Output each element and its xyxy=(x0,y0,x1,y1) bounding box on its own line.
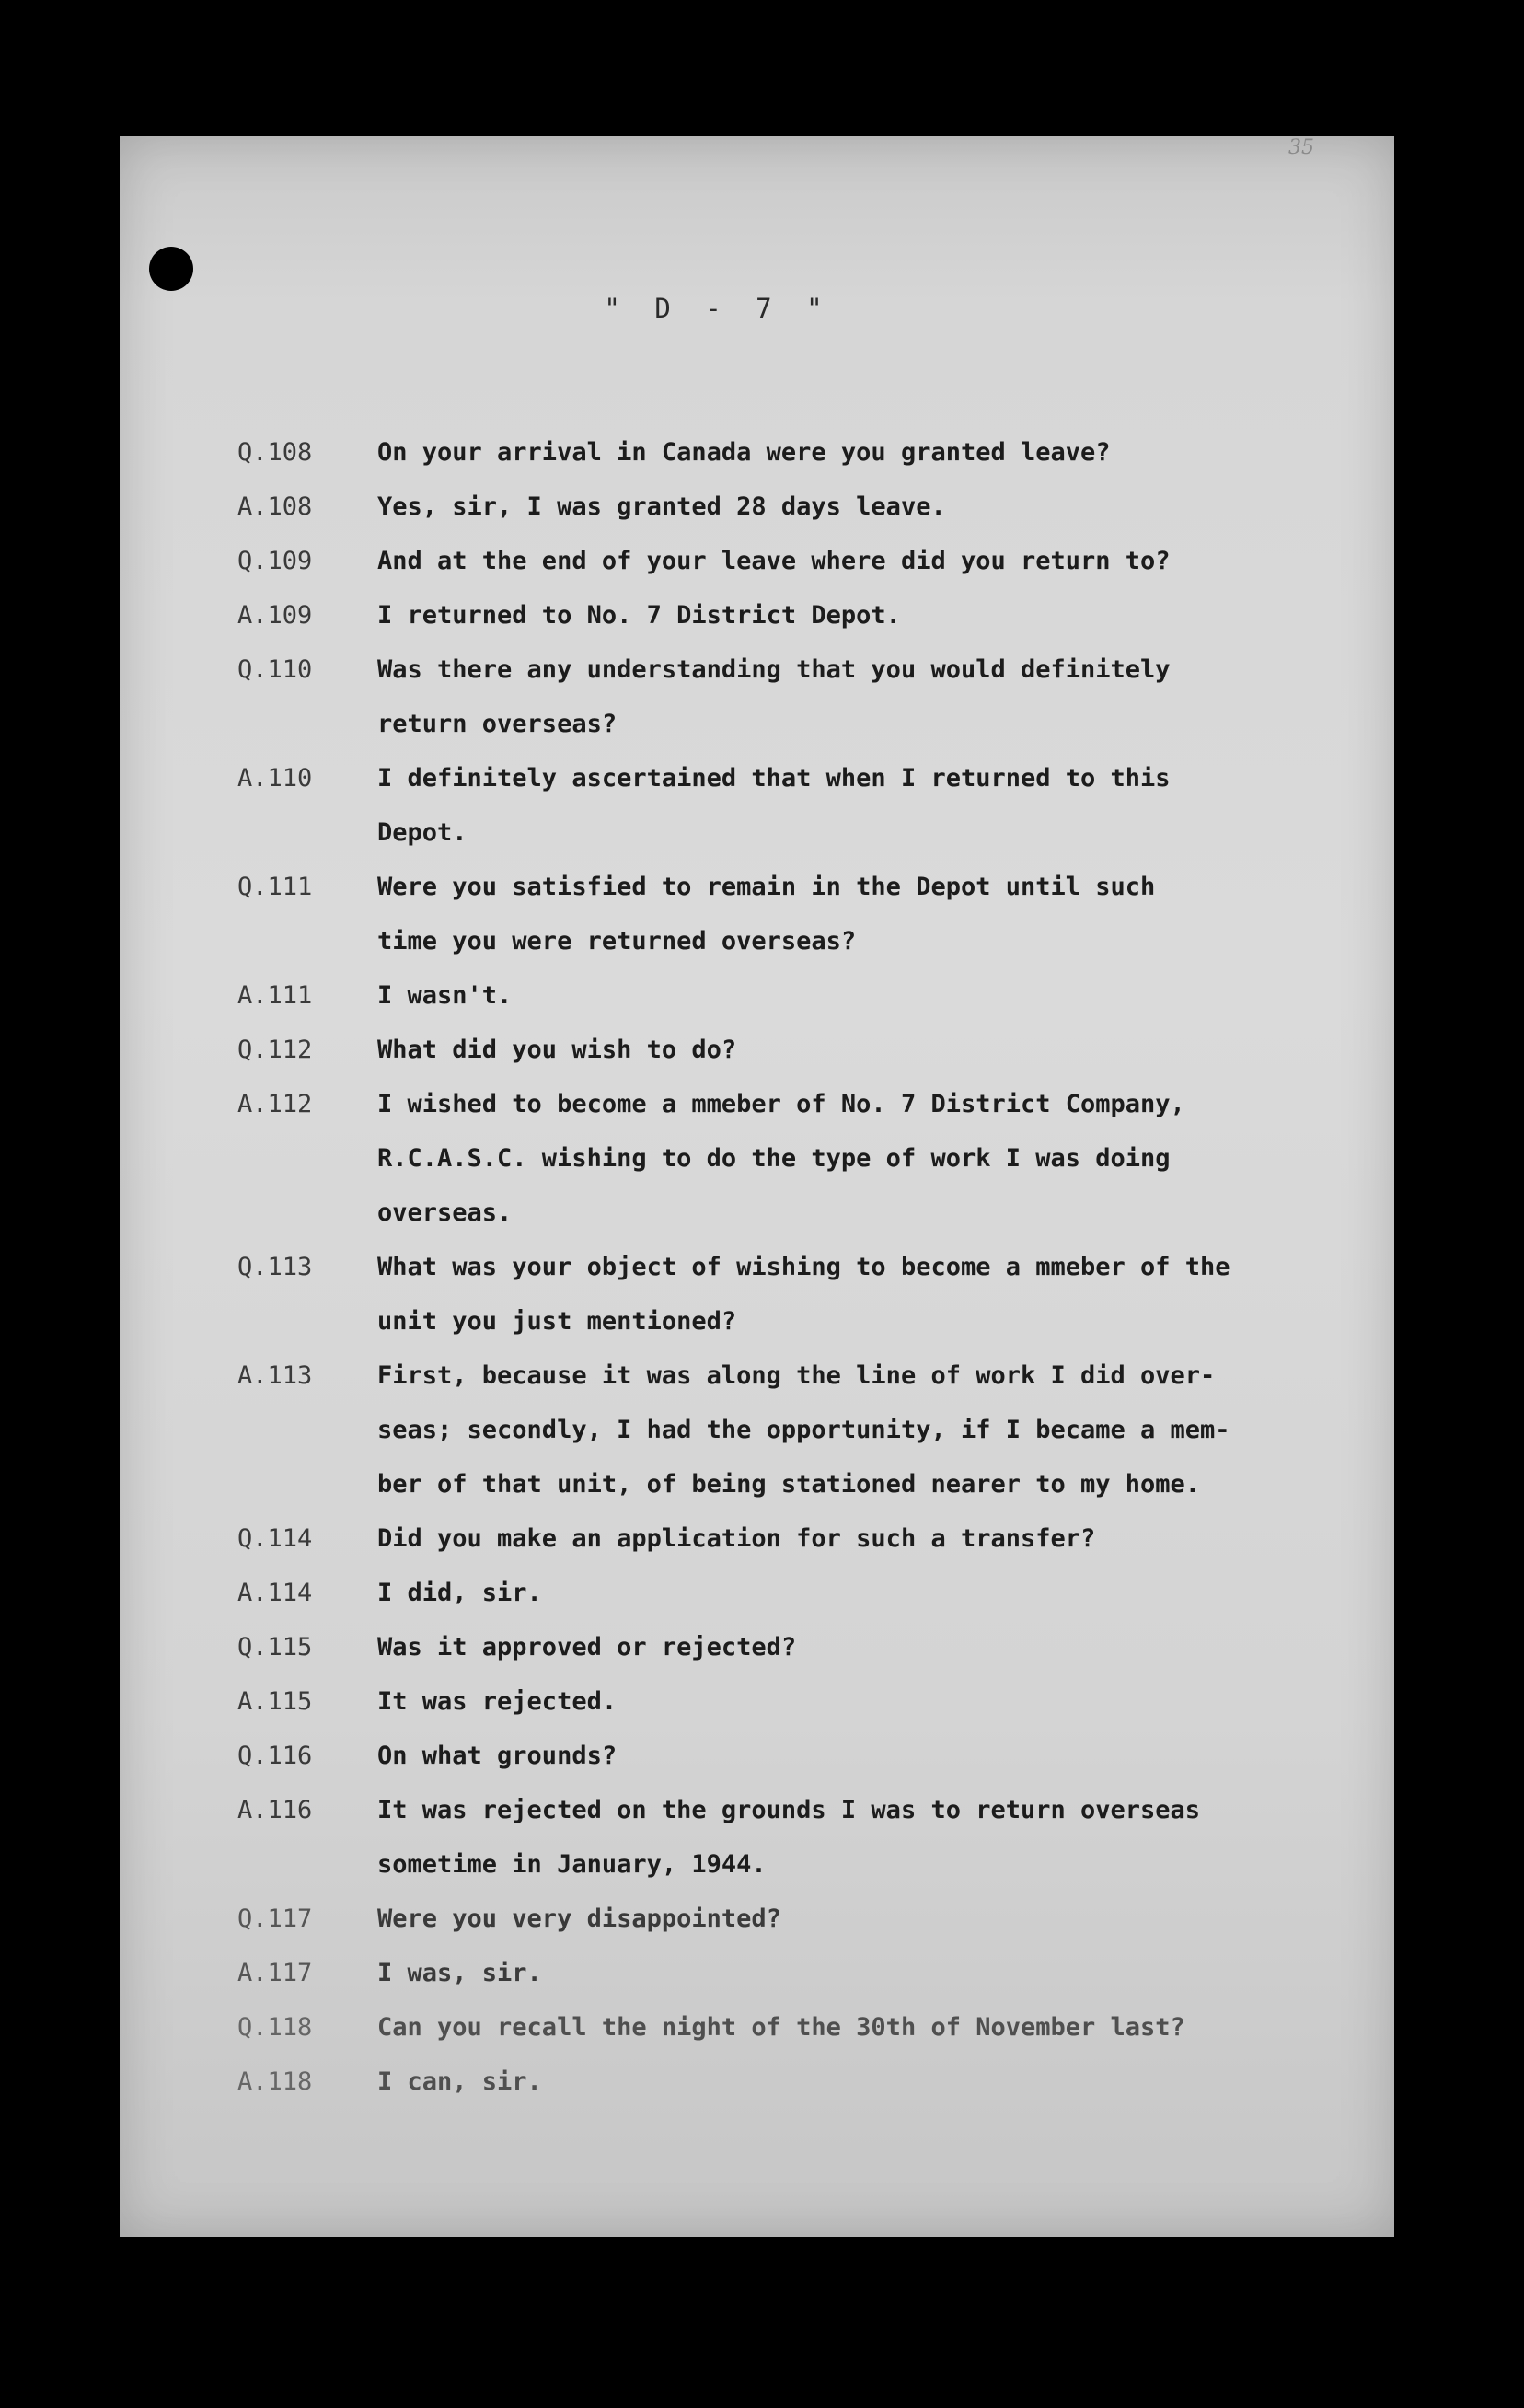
entry-text xyxy=(377,1946,1305,2000)
entry-line: Were you satisfied to remain in the Depot until such xyxy=(377,873,1156,901)
entry-text xyxy=(377,1729,1305,1783)
transcript-entry xyxy=(237,1023,1305,1077)
entry-label: A.116 xyxy=(237,1796,313,1824)
transcript-entry xyxy=(237,425,1305,480)
entry-text xyxy=(377,425,1305,480)
transcript-entry xyxy=(237,2000,1305,2055)
transcript-entry xyxy=(237,1620,1305,1674)
punch-hole xyxy=(149,247,193,291)
entry-line: I definitely ascertained that when I returned to this xyxy=(377,764,1171,793)
entry-label: Q.116 xyxy=(237,1742,313,1770)
entry-label: A.117 xyxy=(237,1959,313,1987)
entry-line: It was rejected on the grounds I was to return overseas xyxy=(377,1796,1201,1824)
entry-line: I wished to become a mmeber of No. 7 District Company, xyxy=(377,1090,1185,1118)
entry-line: On your arrival in Canada were you granted leave? xyxy=(377,438,1111,467)
entry-line: seas; secondly, I had the opportunity, if I became a mem- xyxy=(377,1416,1230,1444)
transcript-entry xyxy=(237,1946,1305,2000)
entry-label: A.109 xyxy=(237,601,313,630)
entry-line: Were you very disappointed? xyxy=(377,1904,781,1933)
entry-label: Q.111 xyxy=(237,873,313,901)
entry-label: Q.118 xyxy=(237,2013,313,2042)
entry-line: time you were returned overseas? xyxy=(377,927,857,955)
transcript-entry xyxy=(237,480,1305,534)
entry-line: Depot. xyxy=(377,818,468,847)
entry-label: A.112 xyxy=(237,1090,313,1118)
entry-text xyxy=(377,1674,1305,1729)
transcript-entry xyxy=(237,1511,1305,1566)
entry-text xyxy=(377,1783,1305,1892)
transcript-entry xyxy=(237,1349,1305,1511)
entry-label: Q.114 xyxy=(237,1524,313,1553)
entry-line: Was it approved or rejected? xyxy=(377,1633,797,1661)
transcript-entry xyxy=(237,1892,1305,1946)
entry-line: Did you make an application for such a transfer? xyxy=(377,1524,1096,1553)
entry-label: Q.115 xyxy=(237,1633,313,1661)
transcript xyxy=(237,425,1305,2109)
entry-label: A.118 xyxy=(237,2067,313,2096)
entry-line: I can, sir. xyxy=(377,2067,542,2096)
transcript-entry xyxy=(237,534,1305,588)
transcript-entry xyxy=(237,751,1305,860)
entry-label: A.108 xyxy=(237,492,313,521)
entry-line: Yes, sir, I was granted 28 days leave. xyxy=(377,492,946,521)
entry-line: I returned to No. 7 District Depot. xyxy=(377,601,901,630)
transcript-entry xyxy=(237,1566,1305,1620)
document-heading: " D - 7 " xyxy=(604,293,832,324)
entry-text xyxy=(377,1240,1305,1349)
entry-label: Q.108 xyxy=(237,438,313,467)
entry-text xyxy=(377,534,1305,588)
transcript-entry xyxy=(237,968,1305,1023)
entry-text xyxy=(377,643,1305,751)
transcript-entry xyxy=(237,1240,1305,1349)
entry-line: I wasn't. xyxy=(377,981,513,1010)
entry-text xyxy=(377,1349,1305,1511)
entry-label: A.115 xyxy=(237,1687,313,1716)
entry-text xyxy=(377,1566,1305,1620)
transcript-entry xyxy=(237,1077,1305,1240)
entry-line: return overseas? xyxy=(377,710,618,738)
transcript-entry xyxy=(237,1729,1305,1783)
entry-text xyxy=(377,1077,1305,1240)
entry-line: overseas. xyxy=(377,1198,513,1227)
entry-line: And at the end of your leave where did you return to? xyxy=(377,547,1171,575)
entry-text xyxy=(377,1511,1305,1566)
entry-line: On what grounds? xyxy=(377,1742,618,1770)
entry-text xyxy=(377,1892,1305,1946)
entry-text xyxy=(377,860,1305,968)
transcript-entry xyxy=(237,1674,1305,1729)
entry-line: unit you just mentioned? xyxy=(377,1307,737,1336)
transcript-entry xyxy=(237,860,1305,968)
entry-line: I did, sir. xyxy=(377,1579,542,1607)
entry-line: Can you recall the night of the 30th of November last? xyxy=(377,2013,1185,2042)
entry-line: It was rejected. xyxy=(377,1687,618,1716)
entry-text xyxy=(377,968,1305,1023)
entry-label: Q.113 xyxy=(237,1253,313,1281)
transcript-entry xyxy=(237,2055,1305,2109)
entry-label: A.114 xyxy=(237,1579,313,1607)
transcript-entry xyxy=(237,588,1305,643)
entry-line: First, because it was along the line of work I did over- xyxy=(377,1361,1216,1390)
transcript-entry xyxy=(237,1783,1305,1892)
entry-label: A.111 xyxy=(237,981,313,1010)
entry-text xyxy=(377,1620,1305,1674)
entry-label: Q.112 xyxy=(237,1036,313,1064)
entry-line: sometime in January, 1944. xyxy=(377,1850,767,1879)
entry-line: What was your object of wishing to become a mmeber of the xyxy=(377,1253,1230,1281)
entry-text xyxy=(377,2000,1305,2055)
entry-line: R.C.A.S.C. wishing to do the type of work I was doing xyxy=(377,1144,1171,1173)
page-number: 35 xyxy=(1288,136,1314,159)
entry-label: A.110 xyxy=(237,764,313,793)
entry-line: ber of that unit, of being stationed nearer to my home. xyxy=(377,1470,1201,1499)
entry-label: Q.109 xyxy=(237,547,313,575)
entry-line: I was, sir. xyxy=(377,1959,542,1987)
entry-text xyxy=(377,2055,1305,2109)
entry-label: Q.110 xyxy=(237,655,313,684)
transcript-entry xyxy=(237,643,1305,751)
entry-text xyxy=(377,480,1305,534)
entry-label: A.113 xyxy=(237,1361,313,1390)
entry-text xyxy=(377,751,1305,860)
entry-label: Q.117 xyxy=(237,1904,313,1933)
entry-text xyxy=(377,588,1305,643)
entry-text xyxy=(377,1023,1305,1077)
entry-line: Was there any understanding that you would definitely xyxy=(377,655,1171,684)
entry-line: What did you wish to do? xyxy=(377,1036,737,1064)
